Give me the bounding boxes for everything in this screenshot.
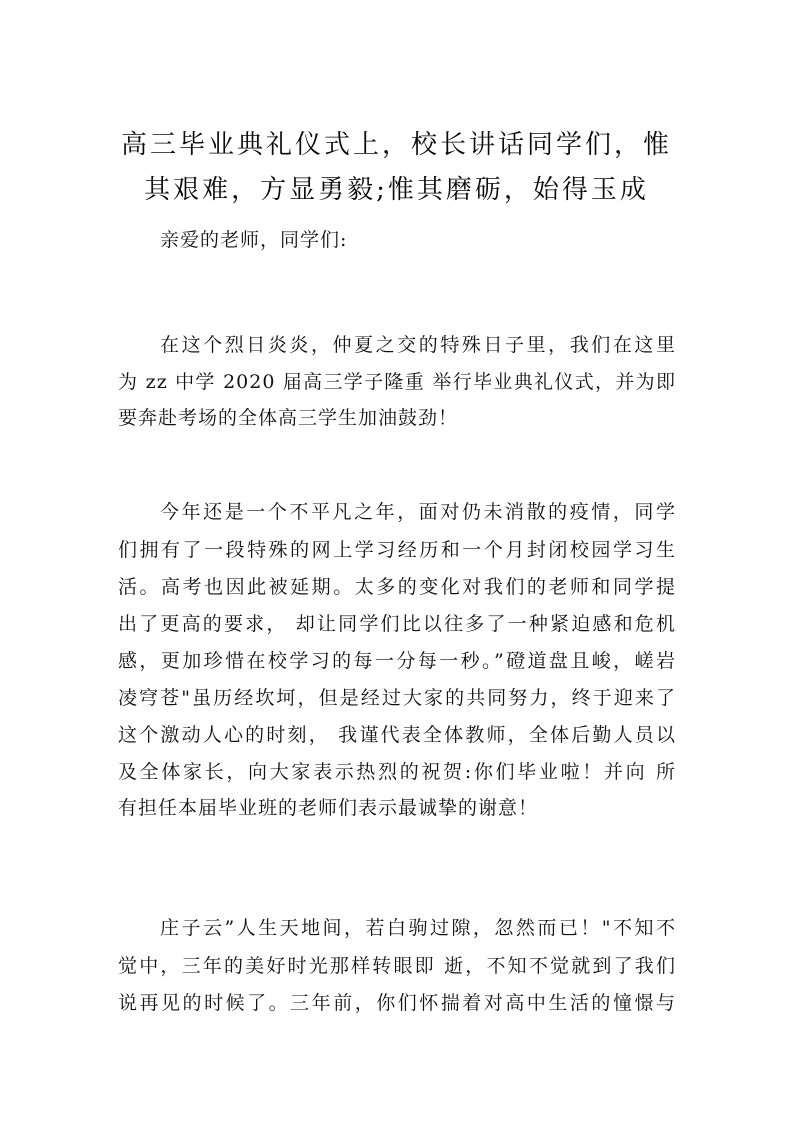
paragraph-2-line-3: 活。高考也因此被延期。太多的变化对我们的老师和同学提	[118, 576, 676, 598]
document-title-line-1: 高三毕业典礼仪式上，校长讲话同学们，惟	[120, 130, 672, 160]
paragraph-2-line-6: 凌穹苍"虽历经坎坷，但是经过大家的共同努力，终于迎来了	[118, 687, 676, 709]
paragraph-1-line-2: 为 zz 中学 2020 届高三学子隆重 举行毕业典礼仪式，并为即	[118, 371, 676, 393]
salutation: 亲爱的老师，同学们:	[160, 229, 348, 251]
paragraph-2-line-1: 今年还是一个不平凡之年，面对仍未消散的疫情，同学	[160, 501, 676, 523]
paragraph-2-line-5: 感，更加珍惜在校学习的每一分每一秒。”磴道盘且峻，嵯岩	[118, 650, 676, 672]
paragraph-2-line-2: 们拥有了一段特殊的网上学习经历和一个月封闭校园学习生	[118, 539, 676, 561]
paragraph-1-line-1: 在这个烈日炎炎，仲夏之交的特殊日子里，我们在这里	[160, 334, 676, 356]
paragraph-2-line-8: 及全体家长，向大家表示热烈的祝贺:你们毕业啦！并向 所	[118, 761, 676, 783]
paragraph-3-line-3: 说再见的时候了。三年前，你们怀揣着对高中生活的憧憬与	[118, 992, 676, 1014]
document-title-line-2: 其艰难，方显勇毅;惟其磨砺，始得玉成	[144, 175, 649, 205]
paragraph-3-line-1: 庄子云”人生天地间，若白驹过隙，忽然而已！"不知不	[160, 917, 676, 939]
paragraph-2-line-9: 有担任本届毕业班的老师们表示最诚挚的谢意！	[118, 797, 539, 819]
paragraph-2-line-7: 这个激动人心的时刻， 我谨代表全体教师，全体后勤人员以	[118, 724, 676, 746]
paragraph-2-line-4: 出了更高的要求， 却让同学们比以往多了一种紧迫感和危机	[118, 613, 676, 635]
paragraph-1-line-3: 要奔赴考场的全体高三学生加油鼓劲！	[118, 407, 459, 429]
paragraph-3-line-2: 觉中，三年的美好时光那样转眼即 逝，不知不觉就到了我们	[118, 955, 676, 977]
